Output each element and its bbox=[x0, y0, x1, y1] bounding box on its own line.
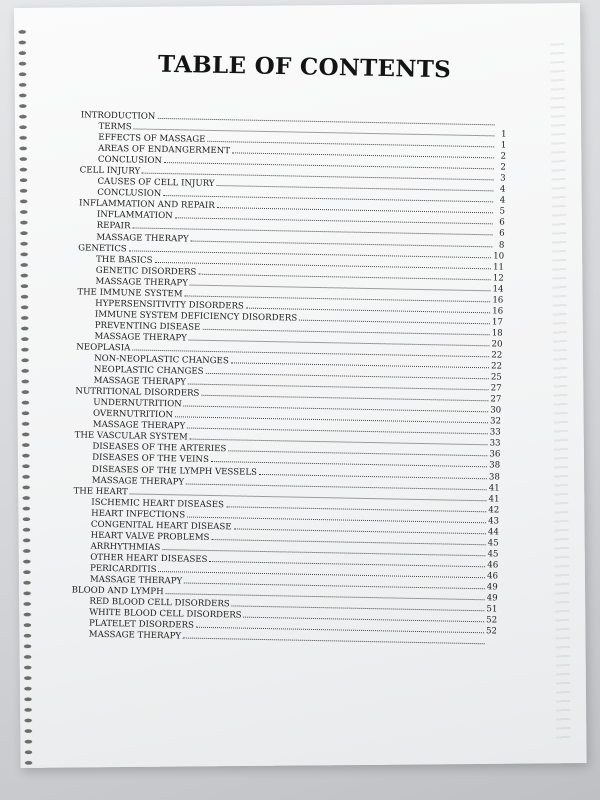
toc-entry-label: MASSAGE THERAPY bbox=[93, 375, 187, 388]
toc-page-number: 46 bbox=[486, 571, 499, 582]
toc-entry-label: NEOPLASIA bbox=[76, 342, 131, 354]
toc-entry-label: UNDERNUTRITION bbox=[93, 397, 182, 410]
toc-entry-label: CONCLUSION bbox=[97, 154, 163, 167]
toc-page-number: 32 bbox=[489, 416, 502, 427]
toc-entry-label: PLATELET DISORDERS bbox=[88, 618, 194, 631]
toc-page-number: 41 bbox=[488, 482, 500, 494]
toc-entry-label: CONGENITAL HEART DISEASE bbox=[90, 519, 232, 533]
toc-entry-label: THE HEART bbox=[73, 485, 128, 497]
toc-entry-label: PREVENTING DISEASE bbox=[94, 320, 201, 333]
toc-entry-label: HEART VALVE PROBLEMS bbox=[90, 530, 210, 543]
toc-page-number: 14 bbox=[492, 284, 504, 295]
toc-entry-label: DISEASES OF THE LYMPH VESSELS bbox=[91, 464, 258, 478]
toc-entry-label: RED BLOOD CELL DISORDERS bbox=[89, 596, 230, 610]
toc-page-number: 1 bbox=[500, 129, 507, 140]
toc-page-number: 11 bbox=[492, 261, 505, 273]
toc-entry-label: ISCHEMIC HEART DISEASES bbox=[91, 497, 225, 510]
toc-page-number: 45 bbox=[487, 549, 499, 560]
toc-page-number: 6 bbox=[499, 217, 505, 228]
toc-page-number: 8 bbox=[498, 239, 505, 251]
toc-entry-label: OTHER HEART DISEASES bbox=[90, 552, 208, 565]
toc-page-number: 42 bbox=[488, 504, 500, 516]
toc-entry-label: MASSAGE THERAPY bbox=[92, 420, 186, 432]
toc-entry-label: MASSAGE THERAPY bbox=[94, 331, 187, 344]
toc-page-number: 4 bbox=[499, 195, 506, 206]
toc-entry-label: DISEASES OF THE VEINS bbox=[92, 453, 209, 466]
toc-entry-label: HEART INFECTIONS bbox=[91, 508, 186, 521]
toc-entry-label: INTRODUCTION bbox=[80, 110, 156, 122]
toc-page-number: 30 bbox=[490, 405, 502, 416]
toc-page-number: 51 bbox=[486, 604, 498, 615]
toc-entry-label: NON-NEOPLASTIC CHANGES bbox=[94, 353, 229, 367]
toc-entry-label: REPAIR bbox=[96, 221, 131, 232]
toc-entry-label: EFFECTS OF MASSAGE bbox=[98, 132, 206, 145]
toc-page-number: 3 bbox=[500, 173, 506, 184]
toc-page-number: 49 bbox=[486, 593, 498, 604]
toc-page-number: 22 bbox=[491, 350, 503, 361]
toc-page-number: 18 bbox=[491, 328, 503, 339]
toc-page-number: 52 bbox=[485, 626, 498, 637]
toc-entry-label: PERICARDITIS bbox=[89, 563, 157, 575]
toc-entry-label: MASSAGE THERAPY bbox=[91, 475, 185, 488]
toc-entry-label: MASSAGE THERAPY bbox=[88, 629, 182, 642]
toc-entry-label: THE IMMUNE SYSTEM bbox=[77, 287, 183, 300]
toc-page-number: 33 bbox=[489, 427, 501, 438]
toc-page-number: 41 bbox=[488, 493, 500, 505]
toc-page-number: 12 bbox=[492, 273, 504, 284]
toc-entry-label: INFLAMMATION bbox=[96, 210, 173, 222]
toc-entry-label: THE BASICS bbox=[95, 254, 153, 266]
toc-page-number: 10 bbox=[493, 250, 505, 262]
toc-page-number: 6 bbox=[499, 228, 505, 240]
document-page bbox=[14, 3, 587, 768]
toc-page-number: 33 bbox=[489, 438, 501, 449]
bleed-through-text bbox=[550, 43, 570, 743]
toc-page-number: 38 bbox=[488, 471, 501, 483]
toc-entry-label: CONCLUSION bbox=[97, 188, 162, 200]
toc-page-number: 25 bbox=[490, 372, 502, 383]
toc-page-number: 36 bbox=[489, 449, 501, 460]
toc-page-number: 27 bbox=[490, 394, 502, 405]
toc-page-number: 2 bbox=[500, 162, 506, 173]
toc-page-number: 45 bbox=[487, 538, 499, 549]
toc-page-number: 20 bbox=[491, 339, 503, 350]
toc-page-number: 52 bbox=[486, 615, 498, 626]
toc-list bbox=[71, 109, 507, 647]
toc-entry-label: IMMUNE SYSTEM DEFICIENCY DISORDERS bbox=[94, 309, 298, 324]
toc-page-number: 49 bbox=[486, 582, 498, 593]
toc-entry-label: MASSAGE THERAPY bbox=[95, 276, 189, 289]
toc-entry-label: MASSAGE THERAPY bbox=[89, 574, 183, 587]
toc-entry-label: OVERNUTRITION bbox=[92, 408, 174, 421]
toc-page-number: 27 bbox=[490, 383, 502, 394]
toc-entry-label: GENETIC DISORDERS bbox=[95, 265, 197, 278]
toc-entry-label: BLOOD AND LYMPH bbox=[71, 585, 164, 598]
toc-entry-label: AREAS OF ENDANGERMENT bbox=[98, 143, 231, 157]
toc-page-number: 38 bbox=[489, 460, 501, 471]
toc-entry-label: MASSAGE THERAPY bbox=[96, 232, 189, 245]
toc-entry-label: CELL INJURY bbox=[79, 165, 141, 177]
toc-entry-label: INFLAMMATION AND REPAIR bbox=[78, 198, 215, 212]
toc-entry-label: NEOPLASTIC CHANGES bbox=[93, 364, 204, 377]
toc-entry-label: DISEASES OF THE ARTERIES bbox=[92, 442, 227, 455]
toc-page-number: 4 bbox=[499, 184, 506, 195]
toc-entry-label: THE VASCULAR SYSTEM bbox=[74, 430, 188, 443]
toc-page-number: 1 bbox=[500, 140, 507, 151]
toc-page-number: 17 bbox=[491, 317, 503, 328]
toc-page-number: 5 bbox=[499, 206, 506, 217]
toc-page-number: 46 bbox=[487, 560, 499, 571]
toc-page-number: 44 bbox=[487, 527, 499, 538]
toc-entry-label: ARRHYTHMIAS bbox=[90, 541, 161, 553]
toc-entry-label: HYPERSENSITIVITY DISORDERS bbox=[95, 298, 244, 312]
toc-page-number: 22 bbox=[490, 361, 503, 372]
page-title: TABLE OF CONTENTS bbox=[157, 50, 452, 84]
toc-page-number: 16 bbox=[492, 306, 504, 317]
toc-entry-label: NUTRITIONAL DISORDERS bbox=[75, 386, 200, 399]
toc-page-number: 2 bbox=[500, 151, 507, 162]
toc-page-number: 16 bbox=[492, 295, 504, 306]
toc-entry-label: GENETICS bbox=[78, 242, 127, 254]
toc-entry-label: CAUSES OF CELL INJURY bbox=[97, 177, 215, 190]
toc-entry-label: TERMS bbox=[98, 121, 132, 133]
toc-entry-label: WHITE BLOOD CELL DISORDERS bbox=[89, 607, 242, 621]
toc-page-number: 43 bbox=[488, 516, 500, 527]
